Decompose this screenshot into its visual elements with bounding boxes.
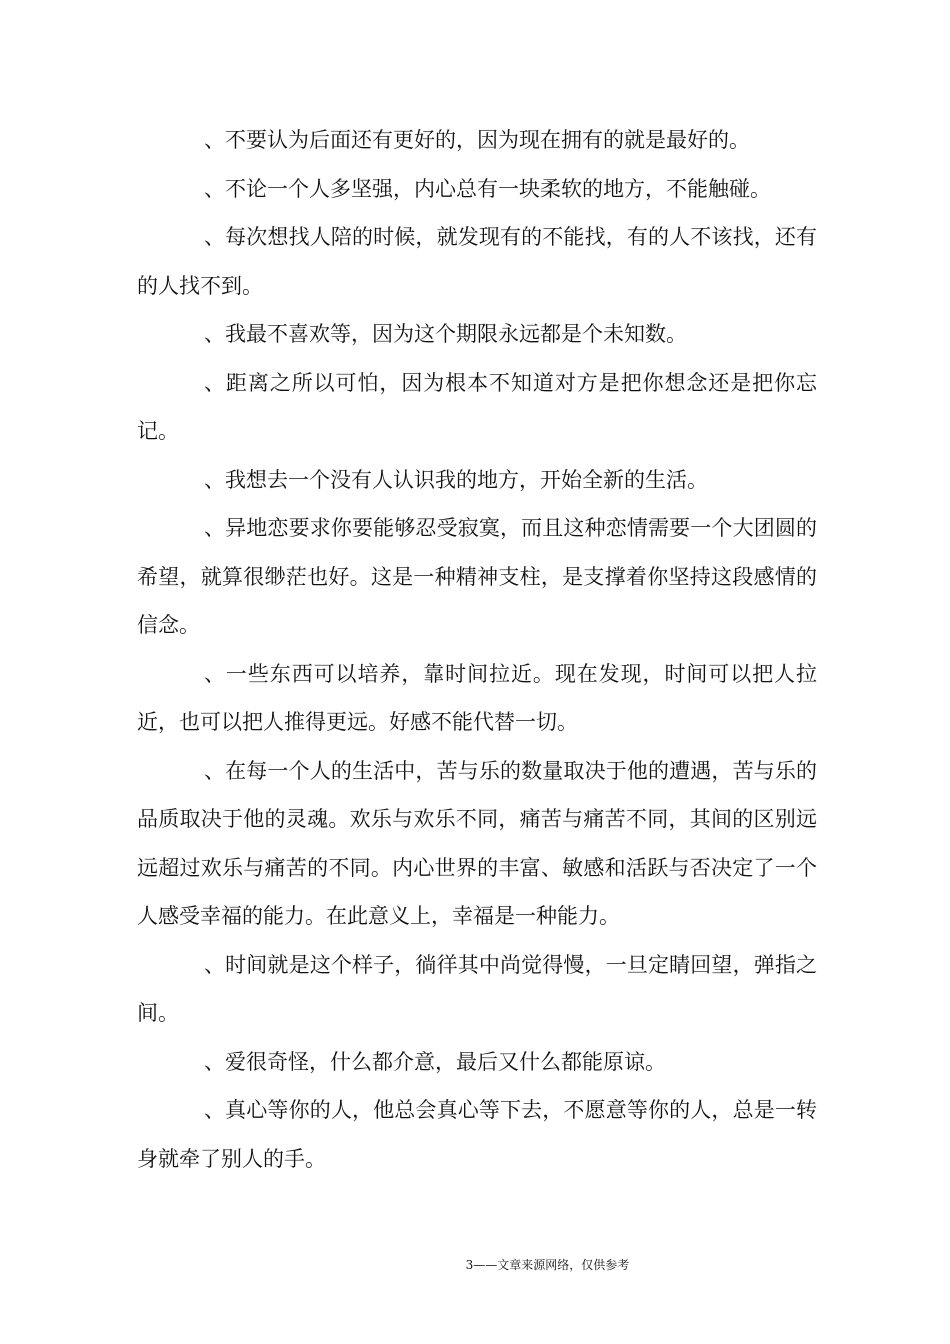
paragraph: 、每次想找人陪的时候，就发现有的不能找，有的人不该找，还有的人找不到。 (137, 225, 817, 298)
paragraph: 、不论一个人多坚强，内心总有一块柔软的地方，不能触碰。 (204, 176, 771, 201)
paragraph: 、不要认为后面还有更好的，因为现在拥有的就是最好的。 (204, 128, 750, 152)
paragraph: 、我最不喜欢等，因为这个期限永远都是个未知数。 (204, 322, 687, 346)
paragraph: 、在每一个人的生活中，苦与乐的数量取决于他的遭遇，苦与乐的品质取决于他的灵魂。欢乐与欢乐不同，痛苦与痛苦不同，其间的区别远远超过欢乐与痛苦的不同。内心世界的丰富、敏感和活跃与否决定了一个人感受幸福的能力。在此意义上，幸福是一种能力。 (137, 758, 817, 928)
paragraph: 、距离之所以可怕，因为根本不知道对方是把你想念还是把你忘记。 (137, 370, 817, 443)
document-body (137, 116, 817, 1183)
paragraph: 、异地恋要求你要能够忍受寂寞，而且这种恋情需要一个大团圆的希望，就算很缈茫也好。这是一种精神支柱，是支撑着你坚持这段感情的信念。 (137, 516, 817, 637)
page-footer: 3——文章来源网络，仅供参考 (465, 1258, 630, 1272)
paragraph: 、爱很奇怪，什么都介意，最后又什么都能原谅。 (204, 1049, 666, 1074)
paragraph: 、一些东西可以培养，靠时间拉近。现在发现，时间可以把人拉近，也可以把人推得更远。好感不能代替一切。 (137, 661, 817, 734)
paragraph: 、时间就是这个样子，徜徉其中尚觉得慢，一旦定睛回望，弹指之间。 (137, 952, 817, 1025)
paragraph: 、我想去一个没有人认识我的地方，开始全新的生活。 (204, 467, 708, 492)
paragraph: 、真心等你的人，他总会真心等下去，不愿意等你的人，总是一转身就牵了别人的手。 (137, 1098, 817, 1171)
